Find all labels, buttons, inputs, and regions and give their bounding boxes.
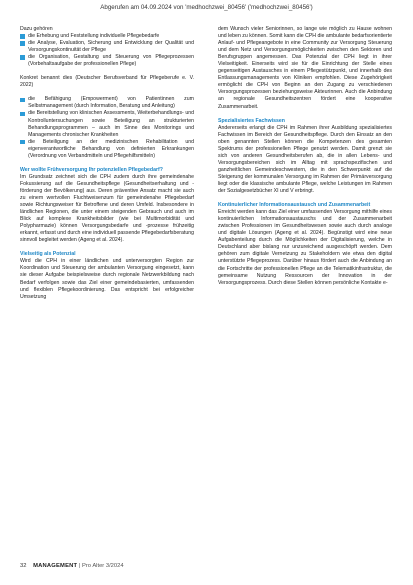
bullet-square-icon	[20, 55, 25, 60]
bullet-square-icon	[20, 98, 25, 103]
section-heading: Kontinuierlicher Informationsaustausch und Zusammenarbeit	[218, 202, 371, 209]
section-heading: Spezialisiertes Fachwissen	[218, 117, 285, 124]
list-item: die Bereitstellung von klinischen Assessments, Weiterbehandlungs- und Kontrolluntersuchungen sowie Beteiligung an strukturierten Behandlungsprogrammen – auch im Sinne des Monitorings und Managements chronischer Krankheiten	[20, 110, 194, 138]
left-column	[20, 26, 194, 301]
section-heading: Wer wollte Frühversorgung Ihr potenziellen Pflegebedarf?	[20, 166, 163, 173]
section-label: MANAGEMENT	[33, 563, 78, 569]
download-note: Abgerufen am 04.09.2024 von 'medhochzwei_80456' ('medhochzwei_80456')	[100, 4, 313, 11]
body-paragraph: Andererseits erlangt die CPH im Rahmen ihrer Ausbildung spezialisiertes Fachwissen im Bereich der Gesundheitspflege. Durch den Einsatz an den oben genannten Stellen können die Kompetenzen des gesamten Spektrums der professionellen Pflege genutzt werden. Damit grenzt sie sich von anderen Gesundheitsberufen ab, die in allen Lebens- und Versorgungsbereichen sich im Alltag mit sprachspezifischen und ganzheitlichen Gemeindeschwestern, die in den Schwerpunkt auf die Steigerung der kommunalen Versorgung im Rahmen der Primärversorgung liegt oder die klassische ambulante Pflege, welche Leistungen im Rahmen der Sozialgesetzbücher XI und V erbringt.	[218, 124, 392, 195]
body-paragraph: dem Wunsch vieler Seniorinnen, so lange wie möglich zu Hause wohnen und leben zu können. Somit kann die CPH die ambulante bedarfsorientierte Anlauf- und Pflegeangebote in eine Community zur Versorgung Steuerung und dem Netz und Versorgungsmöglichkeiten zwischen den Sektoren und Berufsgruppen angemessen. Das Potenzial der CPH liegt in ihrer Vielseitigkeit. Einerseits wird sie für die Einrichtung der Stelle eines gegenseitigen Austausches in einem Pflegestützpunkt, und innerhalb des Entlassungsmanagements von Kliniken empfohlen. Diese Zugehörigkeit ermöglicht die CPH von Beginn an den Zugang zu verschiedenen Versorgungsprozessen beziehungsweise Akteurinnen. Auch die Anbindung an regionale Gesundheitszentren fördert eine kooperative Zusammenarbeit.	[218, 26, 392, 110]
intro-text: Dazu gehören	[20, 26, 53, 32]
page-number: 32	[20, 563, 27, 569]
section-heading: Vielseitig als Potenzial	[20, 251, 76, 258]
list-item: die Organisation, Gestaltung und Steuerung von Pflegeprozessen (Vorbehaltsaufgabe der professionellen Pflege)	[20, 54, 194, 68]
body-paragraph: Erreicht werden kann das Ziel einer umfassenden Versorgung mithilfe eines kontinuierlichen Informationsaustauschs und der Zusammenarbeit zwischen Professionen im Gesundheitswesen sowie auch durch analoge und digitale Lösungen (Ageng et al. 2024). Begünstigt wird eine neue Aufgabenteilung durch die Möglichkeiten der Digitalisierung, welche in Deutschland aber bislang nur unzureichend ausgeschöpft werden. Dem gehören zum digitale Vernetzung zu Stakeholdern wie etwa den digital unterstützte Pflegeprozess. Darüber hinaus fördert auch die Anbindung an die Fortschritte der professionellen Pflege an die Telematikinfrastruktur, die gemeinsame Nutzung Ressourcen der Innovation in der Versorgungsprozess. Durch diese Stellen können persönliche Kontakte e-	[218, 209, 392, 286]
page-footer	[20, 563, 124, 569]
body-paragraph: Konkret benannt dies (Deutscher Berufsverband für Pflegeberufe e. V. 2022)	[20, 75, 194, 89]
body-paragraph: Wird die CPH in einer ländlichen und unterversorgten Region zur Koordination und Steuerung der ambulanten Versorgung eingesetzt, kann sie dieser Aufgabe beispielsweise durch regionale Netzwerkbildung nach Bedarf verfolgen sowie das Ziel einer gemeindebasierten, umfassenden und flexiblen Pflegekoordinierung. Das entspricht bei erfolgreicher Umsetzung	[20, 258, 194, 300]
list-item: die Beteiligung an der medizinischen Rehabilitation und eigenverantwortliche Behandlung von definierten Erkrankungen (Verordnung von Verbandmitteln und Pflegehilfsmitteln)	[20, 139, 194, 160]
issue-label: | Pro Alter 3/2024	[78, 563, 124, 569]
list-item: die Erhebung und Feststellung individuelle Pflegebedarfe	[20, 33, 194, 40]
bullet-square-icon	[20, 112, 25, 117]
bullet-square-icon	[20, 34, 25, 39]
bullet-square-icon	[20, 41, 25, 46]
list-item: die Analyse, Evaluation, Sicherung und Entwicklung der Qualität und Versorgungskontinuität der Pflege	[20, 40, 194, 54]
list-item: die Befähigung (Empowerment) von Patientinnen zum Selbstmanagement (durch Information, Beratung und Anleitung)	[20, 96, 194, 110]
bullet-square-icon	[20, 140, 25, 145]
body-paragraph: Im Grundsatz zeichnet sich die CPH zudem durch ihre gemeindenahe Fokussierung auf die Gesundheitspflege (Gesundheitserhaltung und -förderung der Bevölkerung) aus. Deren präventive Ansatz macht sie auch zu einem wertvollen Fluchtweisenzum für gemeindenahe Pflegebedarf sowie Richtungsweiser für Betroffene und deren Umfeld. Insbesondere in ländlichen Regionen, die unter einem steigenden Gebrauch und auch im Blick auf komplexe Krankheitsbilder (wie bei Multimorbidität und Polypharmazie) können Versorgungsbedarfe und -prozesse frühzeitig erkannt, erfasst und durch eine individuell passende Pflegebedarfsberatung sinnvoll begleitet werden (Ageng et al. 2024).	[20, 173, 194, 244]
right-column	[218, 26, 392, 287]
